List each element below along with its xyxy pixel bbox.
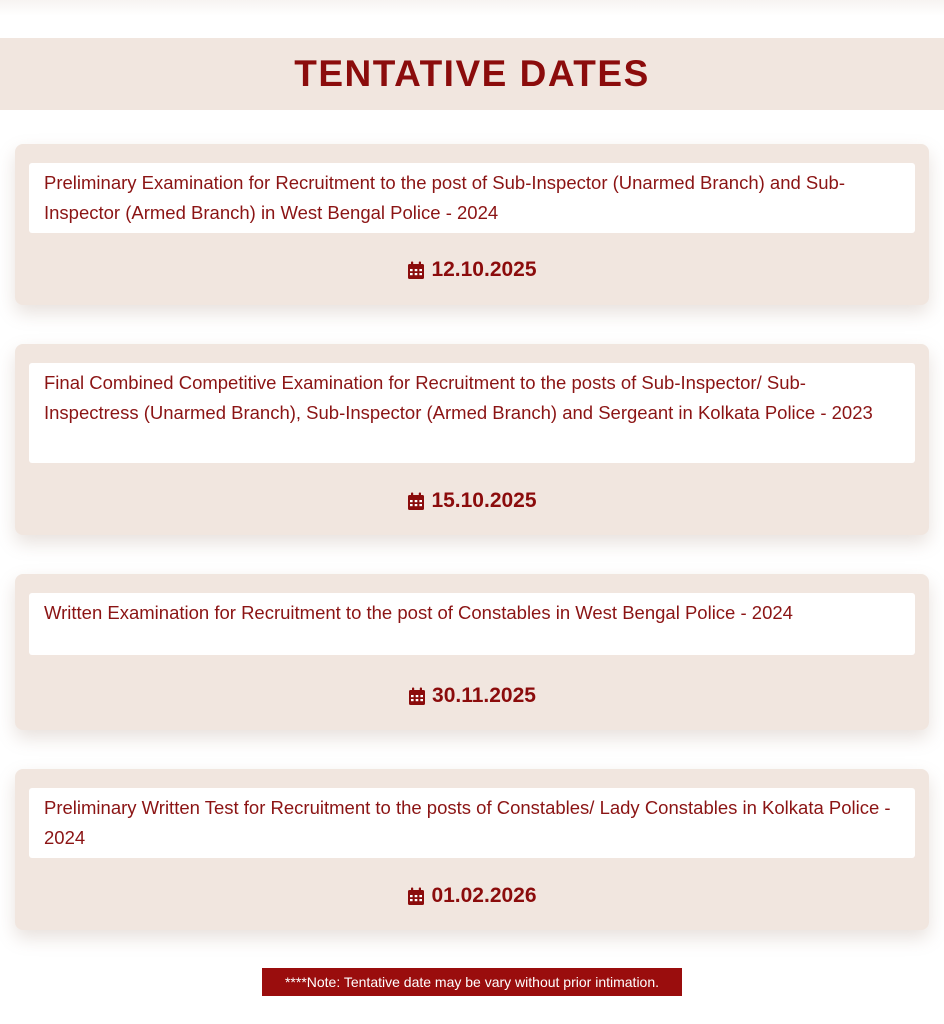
exam-date [15, 884, 929, 908]
page-header [0, 38, 944, 110]
disclaimer-note: ****Note: Tentative date may be vary without prior intimation. [262, 968, 682, 996]
calendar-icon [407, 492, 425, 511]
calendar-icon [407, 261, 425, 280]
top-strip [0, 0, 944, 16]
exam-card [15, 344, 929, 535]
exam-date-text: 12.10.2025 [431, 258, 537, 281]
exam-description: Preliminary Examination for Recruitment to the post of Sub-Inspector (Unarmed Branch) and Sub-Inspector (Armed Branch) in West Bengal Police - 2024 [29, 163, 915, 233]
exam-card [15, 574, 929, 730]
exam-description: Final Combined Competitive Examination for Recruitment to the posts of Sub-Inspector/ Sub-Inspectress (Unarmed Branch), Sub-Inspector (Armed Branch) and Sergeant in Kolkata Police - 2023 [29, 363, 915, 463]
page-title: TENTATIVE DATES [294, 53, 650, 94]
exam-card [15, 144, 929, 305]
exam-date-text: 15.10.2025 [431, 489, 537, 512]
exam-date-text: 01.02.2026 [431, 884, 537, 907]
exam-description: Written Examination for Recruitment to the post of Constables in West Bengal Police - 2024 [29, 593, 915, 655]
exam-date [15, 258, 929, 282]
exam-description: Preliminary Written Test for Recruitment to the posts of Constables/ Lady Constables in Kolkata Police - 2024 [29, 788, 915, 858]
calendar-icon [407, 887, 425, 906]
calendar-icon [408, 687, 426, 706]
exam-date [15, 489, 929, 513]
exam-date-text: 30.11.2025 [432, 684, 536, 707]
exam-date [15, 684, 929, 708]
exam-card [15, 769, 929, 930]
